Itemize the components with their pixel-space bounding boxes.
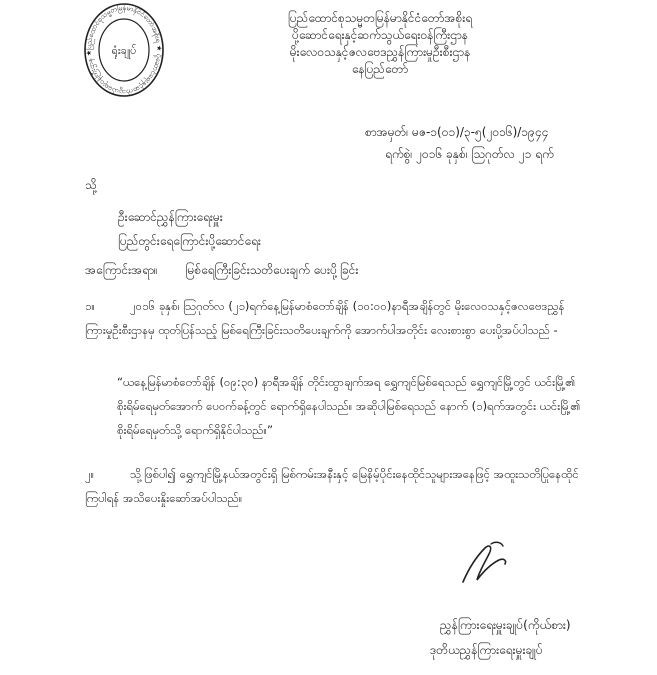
warning-quote: “ယနေ့မြန်မာစံတော်ချိန် (၀၉:၃၀) နာရီအချိန် တိုင်းထွာချက်အရ ရွှေကျင်မြစ်ရေသည် ရွှေကျင်မြို့တွင် ယင်းမြို့၏ စိုးရိမ်ရေမှတ်အောက် ပေ၀က်ခန့်တွင် ရောက်ရှိနေပါသည်။ အဆိုပါမြစ်ရေသည် နောက် (၁)ရက်အတွင်း ယင်းမြို့၏ စိုးရိမ်ရေမှတ်သို့ ရောက်ရှိနိုင်ပါသည်။” [117, 375, 581, 437]
subject-line [85, 262, 358, 280]
to-label: သို့ [85, 178, 97, 192]
letter-date: ရက်စွဲ၊ ၂၀၁၆ ခုနှစ်၊ ဩဂုတ်လ ၂၁ ရက် [385, 147, 554, 161]
letter-number: စာအမှတ်၊ မဇ-၁(၀၁)/၃-၅(၂၀၁၆)/၁၉၄၄ [365, 125, 549, 139]
recipient-organization: ပြည်တွင်းရေကြောင်းပို့ဆောင်ရေး [118, 234, 261, 248]
department-seal [83, 2, 165, 98]
paragraph-1 [85, 294, 585, 342]
recipient-block [118, 205, 261, 253]
signoff-line-2: ဒုတိယညွှန်ကြားရေးမှူးချုပ် [430, 643, 543, 657]
paragraph-2 [85, 462, 585, 510]
handwritten-signature [455, 538, 515, 593]
paragraph-1-number: ၁။ [85, 299, 95, 313]
seal-center-text: ရုံးချုပ် [111, 44, 137, 57]
reference-block [355, 121, 635, 165]
recipient-title: ဦးဆောင်ညွှန်ကြားရေးမှူး [118, 210, 223, 224]
subject-label: အကြောင်းအရာ။ [85, 263, 158, 277]
seal-ring-text: ပြည်ထောင်စုသမ္မတမြန်မာနိုင်ငံတော်အစိုးရ ★ ပို့ဆောင်ရေးနှင့်ဆက်သွယ်ရေးဝန်ကြီးဌာန ★ [84, 3, 164, 97]
letterhead-department: မိုးလေဝသနှင့်ဇလဗေဒညွှန်ကြားမှုဦးစီးဌာန [289, 45, 471, 59]
letterhead-ministry: ပို့ဆောင်ရေးနှင့်ဆက်သွယ်ရေးဝန်ကြီးဌာန [292, 28, 468, 42]
letterhead-city: နေပြည်တော် [351, 62, 409, 76]
paragraph-2-number: ၂။ [85, 467, 95, 481]
signoff-line-1: ညွှန်ကြားရေးမှူးချုပ်(ကိုယ်စား) [440, 618, 571, 632]
paragraph-2-text: သို့ဖြစ်ပါ၍ ရွှေကျင်မြို့နယ်အတွင်းရှိ မြစ်ကမ်းအနီးနှင့် မြေနိမ့်ပိုင်းနေထိုင်သူများအနေဖြင့် အထူးသတိပြုနေထိုင်ကြပါရန် အသိပေးနှိုးဆော်အပ်ပါသည်။ [85, 467, 579, 505]
letterhead-government: ပြည်ထောင်စုသမ္မတမြန်မာနိုင်ငံတော်အစိုးရ [287, 11, 473, 25]
letterhead [200, 10, 560, 78]
subject-text: မြစ်ရေကြီးခြင်းသတိပေးချက် ပေးပို့ခြင်း [185, 263, 359, 277]
paragraph-1-text: ၂၀၁၆ ခုနှစ်၊ ဩဂုတ်လ (၂၁)ရက်နေ့မြန်မာစံတော်ချိန် (၁၀:၀၀)နာရီအချိန်တွင် မိုးလေဝသနှင့်ဇလဗေဒညွှန်ကြားမှုဦးစီးဌာနမှ ထုတ်ပြန်သည့် မြစ်ရေကြီးခြင်းသတိပေးချက်ကို အောက်ပါအတိုင်း လေးစားစွာ ပေးပို့အပ်ပါသည် - [85, 299, 565, 337]
signature-block [430, 613, 571, 663]
